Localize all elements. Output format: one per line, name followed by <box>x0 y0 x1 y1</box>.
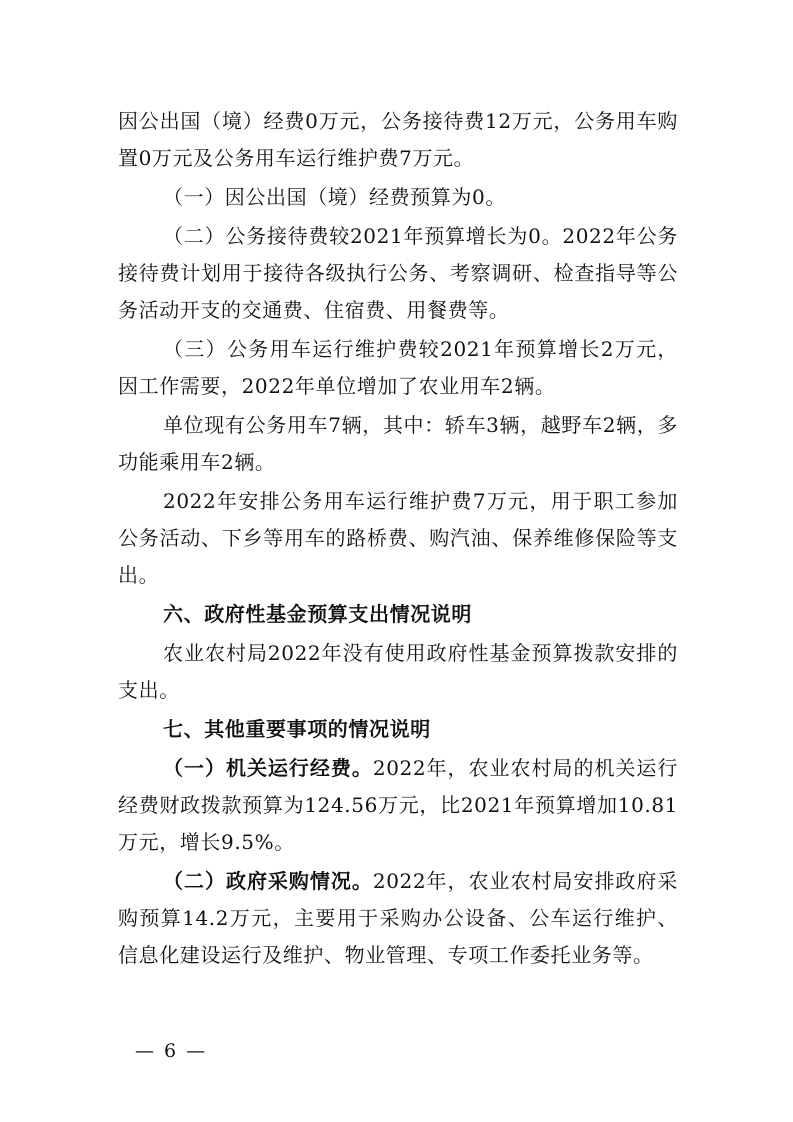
section-heading-government-fund: 六、政府性基金预算支出情况说明 <box>163 602 472 626</box>
paragraph-procurement <box>118 863 678 974</box>
paragraph-reception-expense: （二）公务接待费较2021年预算增长为0。2022年公务接待费计划用于接待各级执行公务、考察调研、检查指导等公务活动开支的交通费、住宿费、用餐费等。 <box>118 224 678 322</box>
paragraph-vehicle-budget: 2022年安排公务用车运行维护费7万元，用于职工参加公务活动、下乡等用车的路桥费、购汽油、保养维修保险等支出。 <box>118 489 678 587</box>
paragraph-operating-expense <box>118 750 678 861</box>
procurement-text: 2022年，农业农村局安排政府采购预算14.2万元，主要用于采购办公设备、公车运行维护、信息化建设运行及维护、物业管理、专项工作委托业务等。 <box>118 869 679 967</box>
paragraph-vehicle-maintenance: （三）公务用车运行维护费较2021年预算增长2万元，因工作需要，2022年单位增加了农业用车2辆。 <box>118 337 678 398</box>
paragraph-government-fund: 农业农村局2022年没有使用政府性基金预算拨款安排的支出。 <box>118 641 678 702</box>
paragraph-vehicle-count: 单位现有公务用车7辆，其中：轿车3辆，越野车2辆，多功能乘用车2辆。 <box>118 413 678 474</box>
section-heading-other-matters: 七、其他重要事项的情况说明 <box>163 717 431 741</box>
paragraph-overseas-expense: （一）因公出国（境）经费预算为0。 <box>163 185 506 209</box>
operating-expense-text: 2022年，农业农村局的机关运行经费财政拨款预算为124.56万元，比2021年预算增加10.81万元，增长9.5%。 <box>118 756 679 854</box>
operating-expense-lead: （一）机关运行经费。 <box>163 756 373 780</box>
procurement-lead: （二）政府采购情况。 <box>163 869 373 893</box>
document-page <box>118 103 678 976</box>
page-number: — 6 — <box>135 1040 208 1062</box>
paragraph-expense-summary: 因公出国（境）经费0万元，公务接待费12万元，公务用车购置0万元及公务用车运行维护费7万元。 <box>118 109 678 170</box>
